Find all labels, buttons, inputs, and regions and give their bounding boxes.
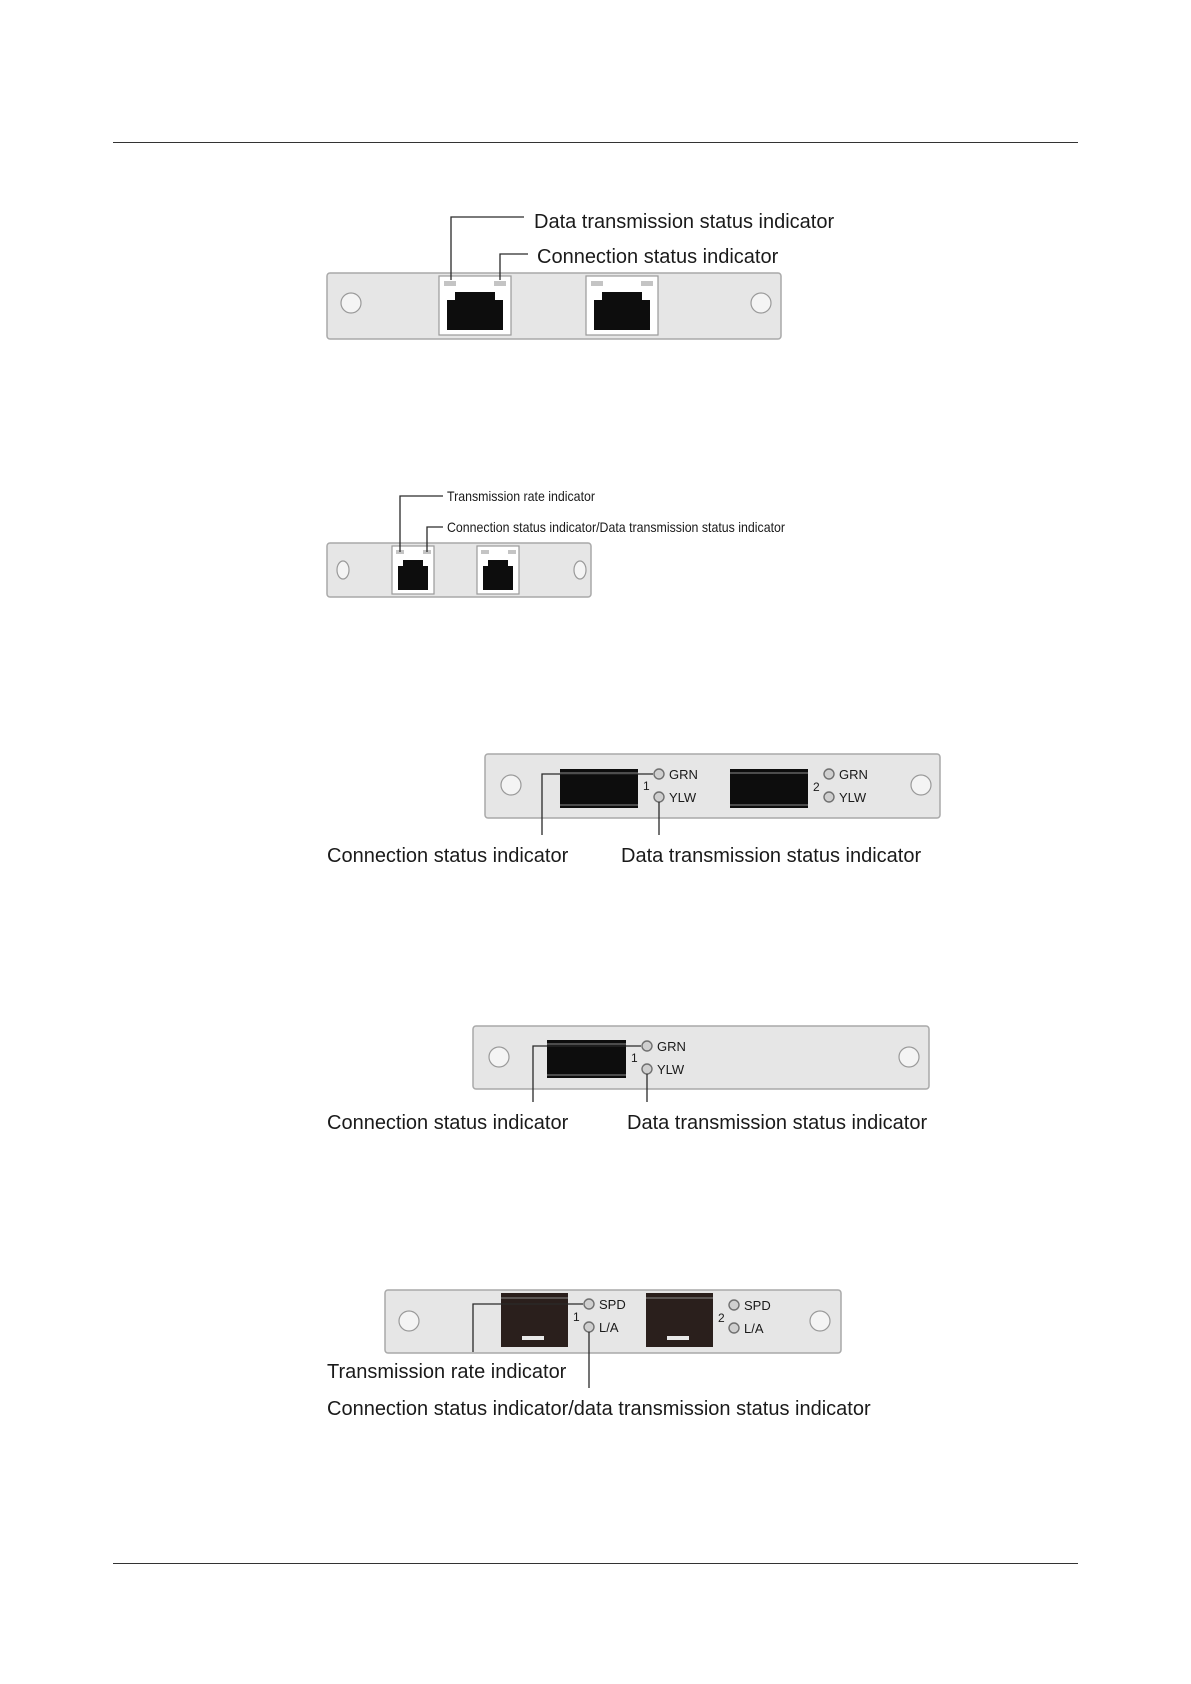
- led-grn-port-2: [824, 769, 834, 779]
- figure-2-small-dual-rj45-card: [327, 488, 785, 597]
- port-number: 1: [631, 1051, 638, 1065]
- leader-line: [451, 217, 524, 280]
- led-label: GRN: [839, 767, 868, 782]
- rj45-port-1: [392, 546, 434, 594]
- led-spd-port-2: [729, 1300, 739, 1310]
- figure-3-dual-cage-card: [327, 754, 940, 867]
- connection-data-status-label: Connection status indicator/Data transmission status indicator: [447, 519, 786, 535]
- screw-hole: [911, 775, 931, 795]
- transmission-rate-label: Transmission rate indicator: [327, 1361, 567, 1383]
- screw-hole: [751, 293, 771, 313]
- led-label: GRN: [657, 1039, 686, 1054]
- data-transmission-status-label: Data transmission status indicator: [621, 845, 922, 867]
- port-number: 1: [643, 779, 650, 793]
- led-data-transmission: [444, 281, 456, 286]
- led-label: YLW: [839, 790, 867, 805]
- data-transmission-status-label: Data transmission status indicator: [534, 211, 835, 233]
- connection-data-status-label: Connection status indicator/data transmission status indicator: [327, 1398, 871, 1420]
- connection-status-label: Connection status indicator: [327, 845, 569, 867]
- led-ylw-port-2: [824, 792, 834, 802]
- led-la-port-2: [729, 1323, 739, 1333]
- port-number: 2: [813, 780, 820, 794]
- rj45-port-2: [586, 276, 658, 335]
- screw-hole: [399, 1311, 419, 1331]
- rj45-port-1: [439, 276, 511, 335]
- led-label: YLW: [669, 790, 697, 805]
- screw-hole: [489, 1047, 509, 1067]
- screw-hole: [501, 775, 521, 795]
- led-label: L/A: [599, 1320, 619, 1335]
- figure-5-dual-sfp-card: [327, 1290, 871, 1420]
- screw-hole: [574, 561, 586, 579]
- card-faceplate: [473, 1026, 929, 1089]
- screw-hole: [341, 293, 361, 313]
- sfp-port-2: [646, 1293, 713, 1347]
- rj45-port-2: [477, 546, 519, 594]
- led-label: L/A: [744, 1321, 764, 1336]
- screw-hole: [337, 561, 349, 579]
- led-connection: [494, 281, 506, 286]
- led-grn: [642, 1041, 652, 1051]
- screw-hole: [899, 1047, 919, 1067]
- data-transmission-status-label: Data transmission status indicator: [627, 1112, 928, 1134]
- port-number: 1: [573, 1310, 580, 1324]
- screw-hole: [810, 1311, 830, 1331]
- led-label: SPD: [599, 1297, 626, 1312]
- port-number: 2: [718, 1311, 725, 1325]
- transmission-rate-label: Transmission rate indicator: [447, 488, 596, 504]
- led-ylw-port-1: [654, 792, 664, 802]
- card-faceplate: [327, 543, 591, 597]
- led-label: GRN: [669, 767, 698, 782]
- figure-4-single-cage-card: [327, 1026, 929, 1134]
- optical-cage-port-2: [730, 769, 808, 808]
- figure-1-dual-rj45-card: [327, 211, 834, 339]
- optical-cage-port-1: [560, 769, 638, 808]
- led-label: YLW: [657, 1062, 685, 1077]
- led-grn-port-1: [654, 769, 664, 779]
- led-la-port-1: [584, 1322, 594, 1332]
- led-ylw: [642, 1064, 652, 1074]
- card-faceplate: [485, 754, 940, 818]
- led-spd-port-1: [584, 1299, 594, 1309]
- connection-status-label: Connection status indicator: [537, 246, 779, 268]
- sfp-port-1: [501, 1293, 568, 1347]
- led-label: SPD: [744, 1298, 771, 1313]
- connection-status-label: Connection status indicator: [327, 1112, 569, 1134]
- card-faceplate: [327, 273, 781, 339]
